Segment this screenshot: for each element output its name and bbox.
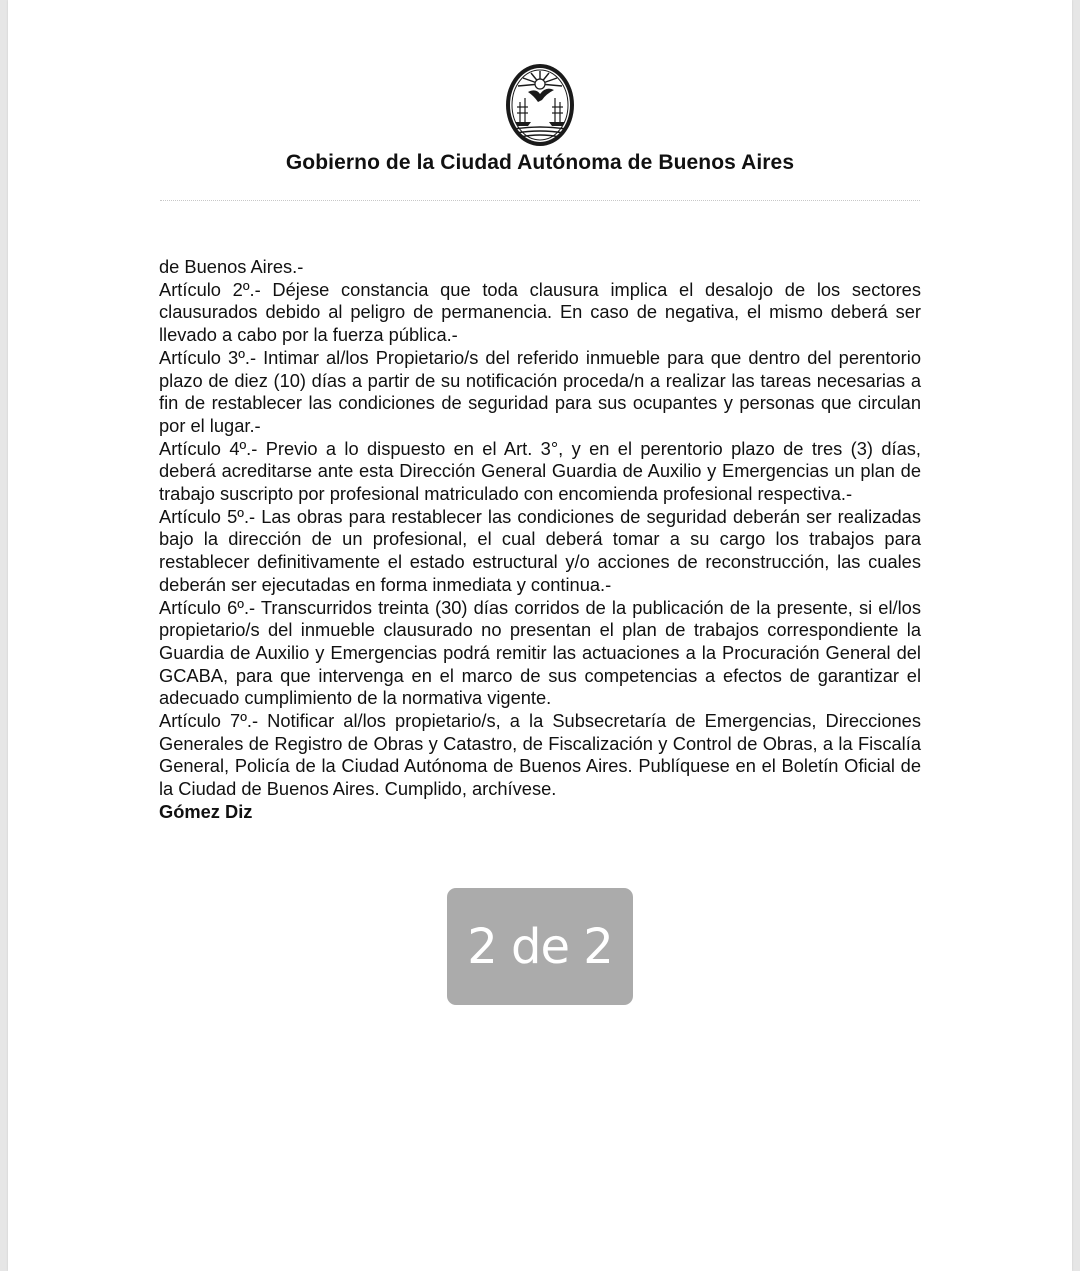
government-header-title: Gobierno de la Ciudad Autónoma de Buenos Aires xyxy=(285,151,795,174)
article-5: Artículo 5º.- Las obras para restablecer las condiciones de seguridad deberán ser realizadas bajo la dirección de un profesional, el cual deberá tomar a su cargo los trabajos para restablecer definitivamente el estado estructural y/o acciones de reconstrucción, las cuales deberán ser ejecutadas en forma inmediata y continua.- xyxy=(159,505,921,595)
header-divider xyxy=(160,200,920,201)
article-3: Artículo 3º.- Intimar al/los Propietario/s del referido inmueble para que dentro del perentorio plazo de diez (10) días a partir de su notificación proceda/n a realizar las tareas necesarias a fin de restablecer las condiciones de seguridad para sus ocupantes y personas que circulan por el lugar.- xyxy=(159,346,921,436)
document-body xyxy=(159,256,921,824)
buenos-aires-coat-of-arms-icon xyxy=(504,62,576,148)
signature: Gómez Diz xyxy=(159,800,253,822)
paragraph-continuation: de Buenos Aires.- xyxy=(159,256,304,277)
article-2: Artículo 2º.- Déjese constancia que toda clausura implica el desalojo de los sectores clausurados debido al peligro de permanencia. En caso de negativa, el mismo deberá ser llevado a cabo por la fuerza pública.- xyxy=(159,278,921,346)
article-6: Artículo 6º.- Transcurridos treinta (30) días corridos de la publicación de la presente, si el/los propietario/s del inmueble clausurado no presentan el plan de trabajos correspondiente la Guardia de Auxilio y Emergencias podrá remitir las actuaciones a la Procuración General del GCABA, para que intervenga en el marco de sus competencias a efectos de garantizar el adecuado cumplimiento de la normativa vigente. xyxy=(159,596,921,709)
article-7: Artículo 7º.- Notificar al/los propietario/s, a la Subsecretaría de Emergencias, Direcciones Generales de Registro de Obras y Catastro, de Fiscalización y Control de Obras, a la Fiscalía General, Policía de la Ciudad Autónoma de Buenos Aires. Publíquese en el Boletín Oficial de la Ciudad de Buenos Aires. Cumplido, archívese. xyxy=(159,710,921,800)
page-indicator: 2 de 2 xyxy=(447,888,633,1005)
article-4: Artículo 4º.- Previo a lo dispuesto en el Art. 3°, y en el perentorio plazo de tres (3) días, deberá acreditarse ante esta Dirección General Guardia de Auxilio y Emergencias un plan de trabajo suscripto por profesional matriculado con encomienda profesional respectiva.- xyxy=(159,437,921,505)
